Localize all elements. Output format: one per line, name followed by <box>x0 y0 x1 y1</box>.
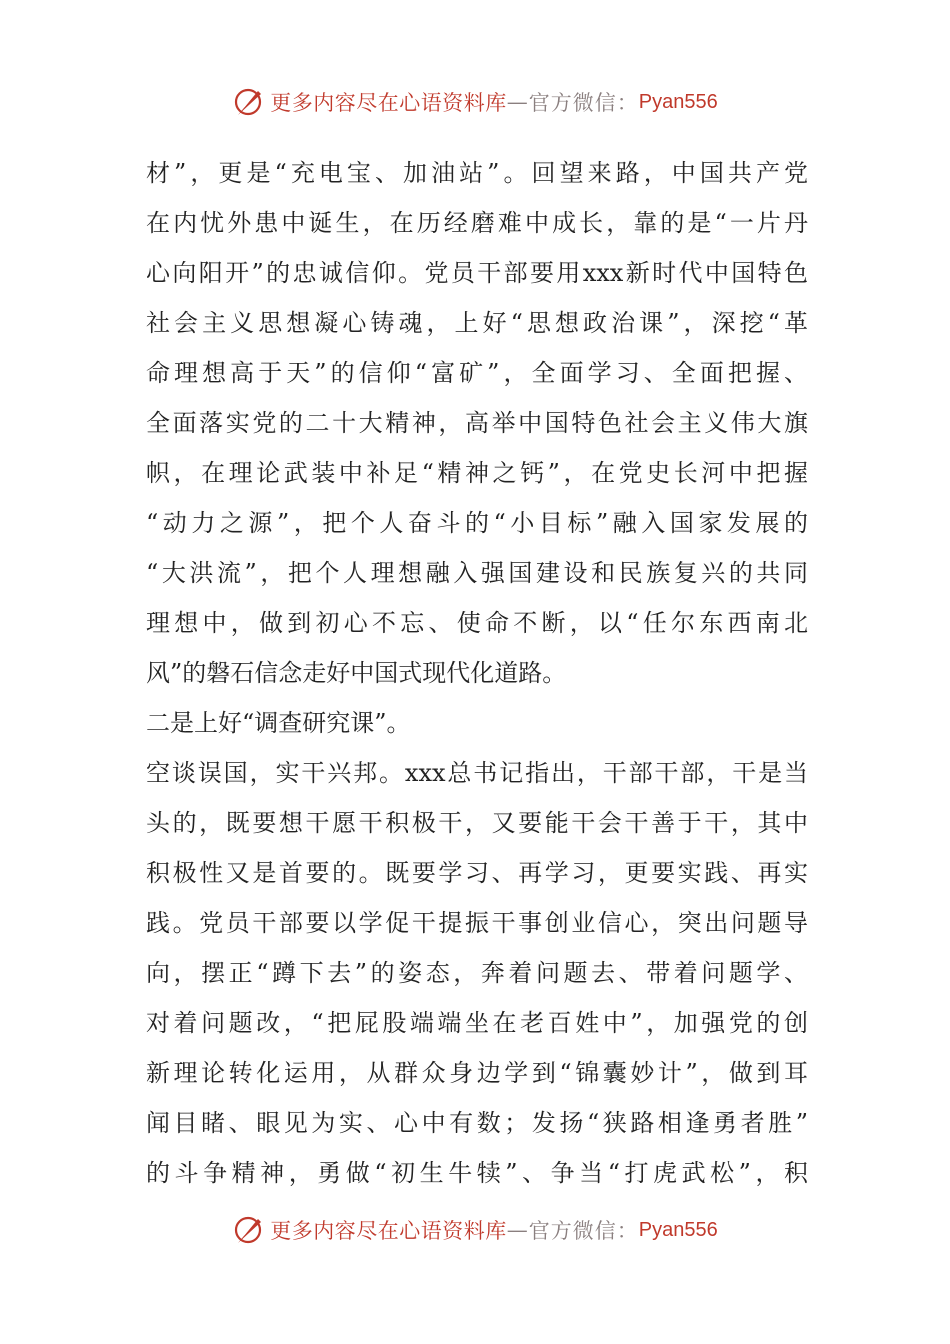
text-line: 积极性又是首要的。既要学习、再学习，更要实践、再实 <box>146 859 808 887</box>
watermark-dash: — <box>506 1218 529 1242</box>
text-line: 对着问题改，“把屁股端端坐在老百姓中”，加强党的创 <box>146 1009 808 1037</box>
text-line: 材”，更是“充电宝、加油站”。回望来路，中国共产党 <box>146 159 808 187</box>
section-heading: 二是上好“调查研究课”。 <box>146 709 411 737</box>
text-line: 的斗争精神，勇做“初生牛犊”、争当“打虎武松”，积 <box>146 1159 808 1187</box>
text-line: 命理想高于天”的信仰“富矿”，全面学习、全面把握、 <box>146 359 808 387</box>
quill-logo-icon <box>232 85 266 119</box>
watermark-wechat-label: 官方微信： <box>528 91 639 115</box>
text-line: 理想中，做到初心不忘、使命不断，以“任尔东西南北 <box>146 609 808 637</box>
watermark-wechat-id: Pyan556 <box>638 90 718 113</box>
watermark-dash: — <box>506 90 529 114</box>
document-body <box>146 148 808 1198</box>
text-line: 心向阳开”的忠诚信仰。党员干部要用xxx新时代中国特色 <box>146 259 808 287</box>
text-line: “动力之源”，把个人奋斗的“小目标”融入国家发展的 <box>146 509 808 537</box>
text-line: 风”的磐石信念走好中国式现代化道路。 <box>146 659 567 687</box>
quill-logo-icon <box>232 1213 266 1247</box>
text-line: 闻目睹、眼见为实、心中有数；发扬“狭路相逢勇者胜” <box>146 1109 808 1137</box>
header-watermark <box>0 82 950 122</box>
text-line: 帜，在理论武装中补足“精神之钙”，在党史长河中把握 <box>146 459 808 487</box>
text-line: “大洪流”，把个人理想融入强国建设和民族复兴的共同 <box>146 559 808 587</box>
text-line: 在内忧外患中诞生，在历经磨难中成长，靠的是“一片丹 <box>146 209 808 237</box>
text-line: 向，摆正“蹲下去”的姿态，奔着问题去、带着问题学、 <box>146 959 808 987</box>
text-line: 新理论转化运用，从群众身边学到“锦囊妙计”，做到耳 <box>146 1059 808 1087</box>
watermark-wechat-id: Pyan556 <box>638 1218 718 1241</box>
text-line: 社会主义思想凝心铸魂，上好“思想政治课”，深挖“革 <box>146 309 808 337</box>
text-line: 头的，既要想干愿干积极干，又要能干会干善于干，其中 <box>146 809 808 837</box>
text-line: 空谈误国，实干兴邦。xxx总书记指出，干部干部，干是当 <box>146 759 808 787</box>
text-line: 全面落实党的二十大精神，高举中国特色社会主义伟大旗 <box>146 409 808 437</box>
text-line: 践。党员干部要以学促干提振干事创业信心，突出问题导 <box>146 909 808 937</box>
watermark-title: 更多内容尽在心语资料库 <box>270 1219 507 1243</box>
watermark-title: 更多内容尽在心语资料库 <box>270 91 507 115</box>
footer-watermark <box>0 1210 950 1250</box>
watermark-wechat-label: 官方微信： <box>528 1219 639 1243</box>
